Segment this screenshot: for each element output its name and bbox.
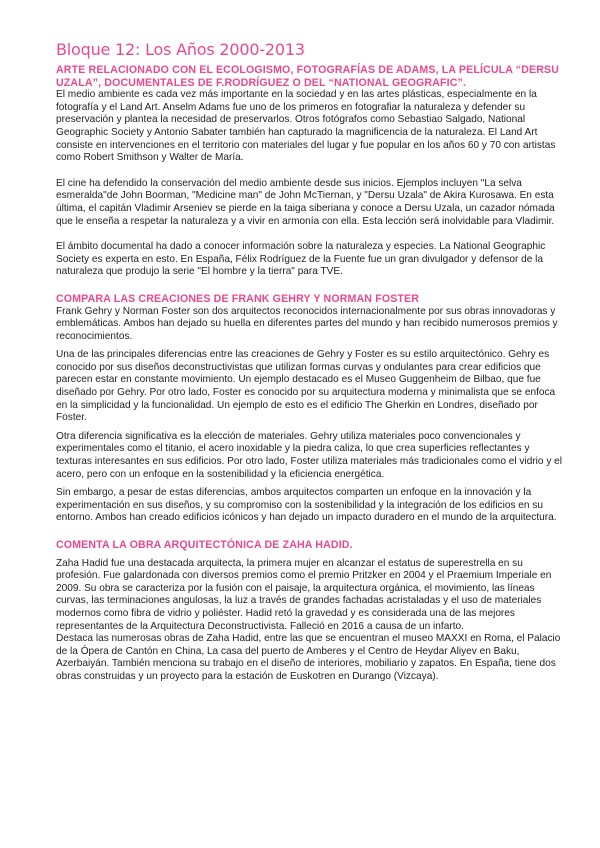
paragraph: Una de las principales diferencias entre las creaciones de Gehry y Foster es su estilo arquitectónico. Gehry es conocido por sus diseños deconstructivistas que utilizan formas curvas y ondulantes para crear edificios que parecen estar en constante movimiento. Un ejemplo destacado es el Museo Guggenheim de Bilbao, que fue diseñado por Gehry. Por otro lado, Foster es conocido por su arquitectura moderna y minimalista que se enfoca en la simplicidad y la funcionalidad. Un ejemplo de esto es el edificio The Gherkin en Londres, diseñado por Foster. <box>56 349 556 424</box>
paragraph: Otra diferencia significativa es la elección de materiales. Gehry utiliza materiales poco convencionales y experimentales como el titanio, el acero inoxidable y la piedra caliza, lo que crea superficies reflectantes y texturas interesantes en sus edificios. Por otro lado, Foster utiliza materiales más tradicionales como el vidrio y el acero, pero con un enfoque en la sostenibilidad y la eficiencia energética. <box>56 430 563 480</box>
section-heading-ecologismo: ARTE RELACIONADO CON EL ECOLOGISMO, FOTOGRAFÍAS DE ADAMS, LA PELÍCULA “DERSU UZALA”, DOCUMENTALES DE F.RODRÍGUEZ O DEL “NATIONAL GEOGRAFIC”. <box>56 64 560 89</box>
section-heading-gehry-foster: COMPARA LAS CREACIONES DE FRANK GEHRY Y NORMAN FOSTER <box>56 292 420 305</box>
paragraph: El cine ha defendido la conservación del medio ambiente desde sus inicios. Ejemplos incluyen "La selva esmeralda"de John Boorman, "Medicine man" de John McTiernan, y "Dersu Uzala" de Akira Kurosawa. En esta última, el capitán Vladimir Arseniev se pierde en la taiga siberiana y conoce a Dersu Uzala, un cazador nómada que le enseña a respetar la naturaleza y a vivir en armonía con ella. Esta lección será inolvidable para Vladimir. <box>56 177 555 227</box>
paragraph: El medio ambiente es cada vez más importante en la sociedad y en las artes plásticas, especialmente en la fotografía y el Land Art. Anselm Adams fue uno de los primeros en fotografiar la naturaleza y defender su preservación y plantea la necesidad de preservarlos. Otros fotógrafos como Sebastiao Salgado, National Geographic Society y Antonio Sabater también han capturado la magnificencia de la naturaleza. El Land Art consiste en intervenciones en el territorio con materiales del lugar y fue popular en los años 60 y 70 con artistas como Robert Smithson y Walter de María. <box>56 89 556 164</box>
paragraph: Destaca las numerosas obras de Zaha Hadid, entre las que se encuentran el museo MAXXI en Roma, el Palacio de la Ópera de Cantón en China, La casa del puerto de Amberes y el Centro de Heydar Aliyev en Baku, Azerbaiyán. También menciona su trabajo en el diseño de interiores, mobiliario y zapatos. En España, tiene dos obras construidas y un proyecto para la estación de Euskotren en Durango (Vizcaya). <box>56 633 561 682</box>
page-title: Bloque 12: Los Años 2000-2013 <box>56 40 305 59</box>
section-heading-zaha-hadid: COMENTA LA OBRA ARQUITECTÓNICA DE ZAHA HADID. <box>56 539 353 551</box>
paragraph: Frank Gehry y Norman Foster son dos arquitectos reconocidos internacionalmente por sus obras innovadoras y emblemáticas. Ambos han dejado su huella en diferentes partes del mundo y han recibido numerosos premios y reconocimientos. <box>56 305 558 342</box>
paragraph: El ámbito documental ha dado a conocer información sobre la naturaleza y especies. La National Geographic Society es experta en esto. En España, Félix Rodríguez de la Fuente fue un gran divulgador y defensor de la naturaleza que produjo la serie "El hombre y la tierra" para TVE. <box>56 241 546 278</box>
paragraph: Sin embargo, a pesar de estas diferencias, ambos arquitectos comparten un enfoque en la innovación y la experimentación en sus diseños, y su compromiso con la sostenibilidad y la integración de los edificios en su entorno. Ambos han creado edificios icónicos y han dejado un impacto duradero en el mundo de la arquitectura. <box>56 487 557 524</box>
paragraph: Zaha Hadid fue una destacada arquitecta, la primera mujer en alcanzar el estatus de superestrella en su profesión. Fue galardonada con diversos premios como el premio Pritzker en 2004 y el Praemium Imperiale en 2009. Su obra se caracteriza por la fusión con el paisaje, la arquitectura orgánica, el movimiento, las líneas curvas, las terminaciones angulosas, la luz a través de grandes fachadas acristaladas y el uso de materiales modernos como fibra de vidrio y poliéster. Hadid retó la gravedad y es considerada una de las mejores representantes de la Arquitectura Deconstructivista. Falleció en 2016 a causa de un infarto. <box>56 557 552 632</box>
